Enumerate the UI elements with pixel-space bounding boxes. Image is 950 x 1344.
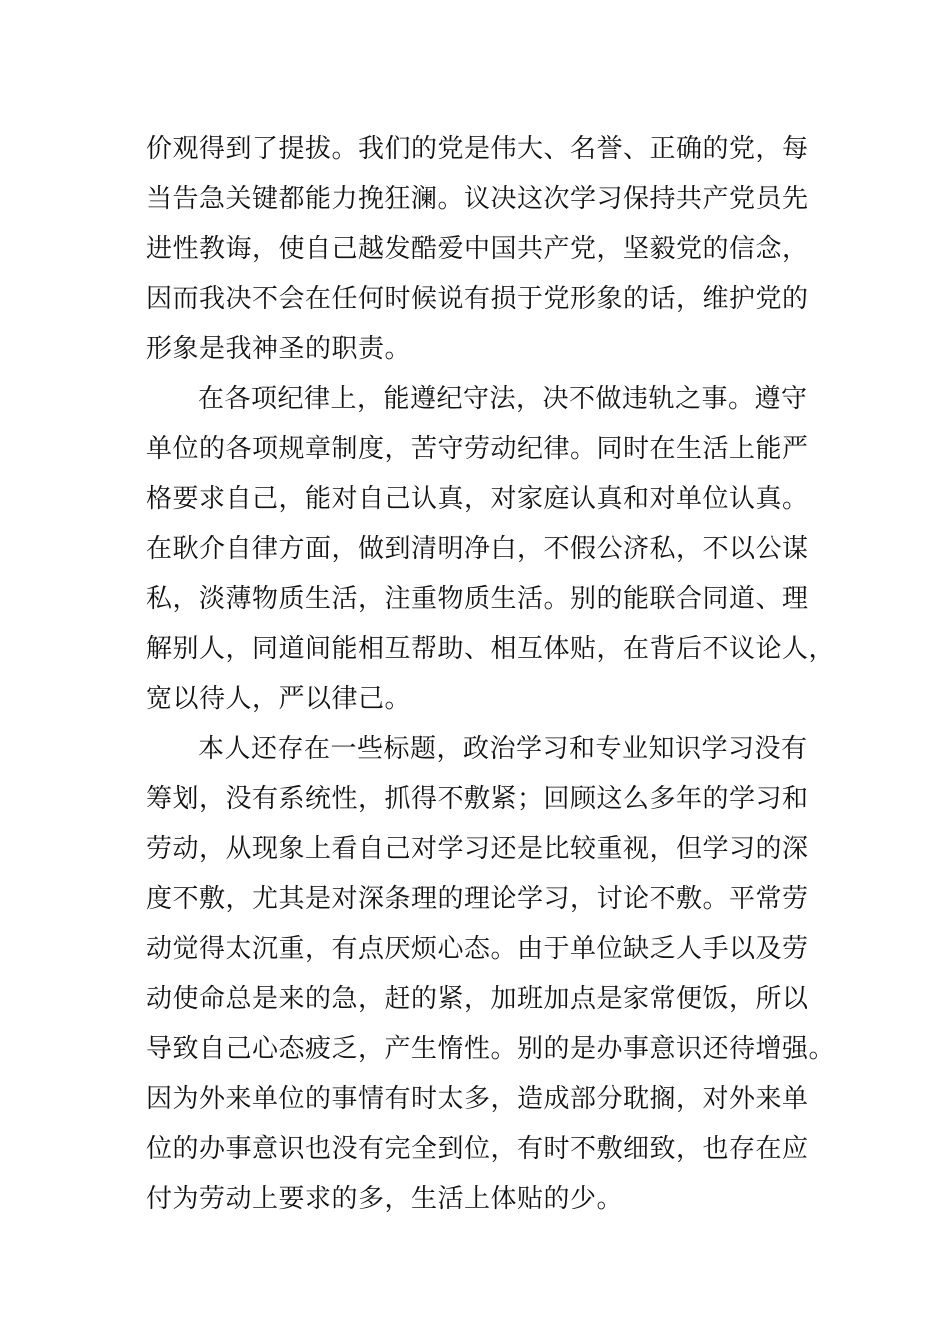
text-line: 动觉得太沉重，有点厌烦心态。由于单位缺乏人手以及劳 (146, 934, 809, 964)
text-line: 动使命总是来的急，赶的紧，加班加点是家常便饭，所以 (146, 984, 809, 1014)
paragraph-1 (146, 124, 809, 374)
text-line: 格要求自己，能对自己认真，对家庭认真和对单位认真。 (146, 484, 809, 514)
text-line: 劳动，从现象上看自己对学习还是比较重视，但学习的深 (146, 834, 809, 864)
paragraph-3 (146, 724, 836, 1224)
text-line: 度不敷，尤其是对深条理的理论学习，讨论不敷。平常劳 (146, 884, 809, 914)
text-line: 筹划，没有系统性，抓得不敷紧；回顾这么多年的学习和 (146, 784, 809, 814)
text-line: 形象是我神圣的职责。 (146, 334, 412, 364)
text-line: 解别人，同道间能相互帮助、相互体贴，在背后不议论人， (146, 634, 836, 664)
text-line: 宽以待人，严以律己。 (146, 684, 412, 714)
paragraph-2 (146, 374, 836, 724)
text-line: 因为外来单位的事情有时太多，造成部分耽搁，对外来单 (146, 1084, 809, 1114)
text-line: 导致自己心态疲乏，产生惰性。别的是办事意识还待增强。 (146, 1034, 836, 1064)
text-line: 进性教诲，使自己越发酷爱中国共产党，坚毅党的信念， (146, 234, 809, 264)
text-line: 本人还存在一些标题，政治学习和专业知识学习没有 (198, 734, 808, 764)
text-line: 价观得到了提拔。我们的党是伟大、名誉、正确的党，每 (146, 134, 809, 164)
text-line: 位的办事意识也没有完全到位，有时不敷细致，也存在应 (146, 1134, 809, 1164)
text-line: 因而我决不会在任何时候说有损于党形象的话，维护党的 (146, 284, 809, 314)
text-line: 付为劳动上要求的多，生活上体贴的少。 (146, 1184, 624, 1214)
text-line: 在耿介自律方面，做到清明净白，不假公济私，不以公谋 (146, 534, 809, 564)
text-line: 当告急关键都能力挽狂澜。议决这次学习保持共产党员先 (146, 184, 809, 214)
text-line: 在各项纪律上，能遵纪守法，决不做违轨之事。遵守 (198, 384, 808, 414)
text-line: 单位的各项规章制度，苦守劳动纪律。同时在生活上能严 (146, 434, 809, 464)
document-body (146, 124, 836, 1224)
text-line: 私，淡薄物质生活，注重物质生活。别的能联合同道、理 (146, 584, 809, 614)
